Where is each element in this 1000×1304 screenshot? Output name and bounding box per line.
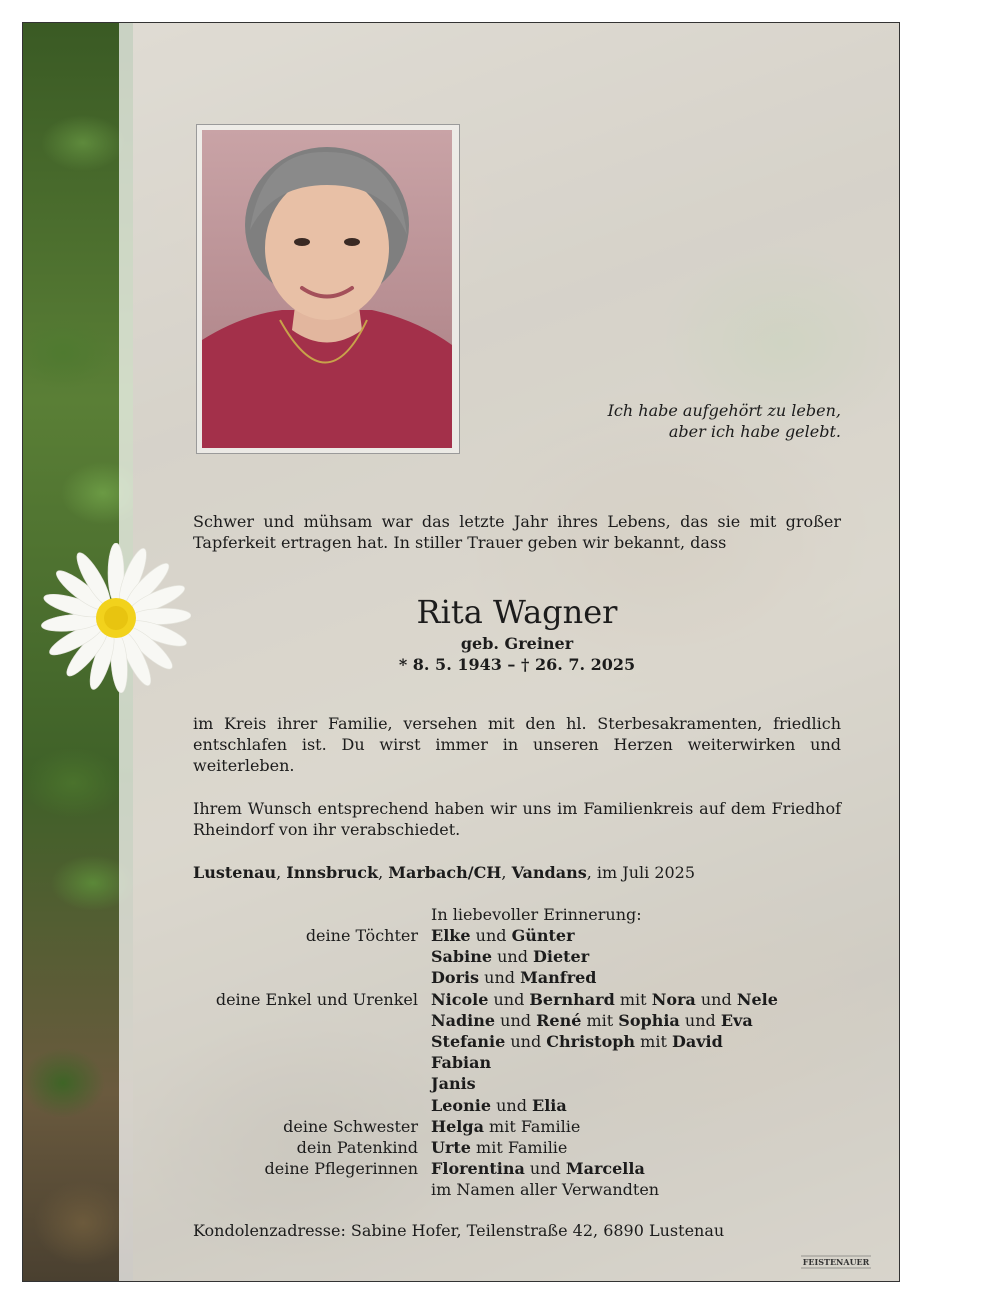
mourner-name: Eva xyxy=(720,1010,753,1030)
place-sep-1: , xyxy=(276,863,287,882)
mourner-connector: mit xyxy=(635,1032,672,1051)
mourner-name: Günter xyxy=(511,926,575,945)
mourner-name: Dieter xyxy=(533,947,590,967)
mourner-names xyxy=(431,1158,871,1179)
life-dates: * 8. 5. 1943 – † 26. 7. 2025 xyxy=(398,655,636,674)
mourner-name: Bernhard xyxy=(529,989,615,1009)
mourner-connector: und xyxy=(505,1032,547,1051)
mourner-name: Florentina xyxy=(431,1159,525,1179)
portrait-photo xyxy=(202,130,452,448)
mourner-connector: und xyxy=(479,968,521,988)
mourner-label: deine Enkel und Urenkel xyxy=(215,989,418,1009)
mourner-name: David xyxy=(671,1032,723,1051)
mourner-name: Stefanie xyxy=(431,1032,506,1051)
mourner-name: Elia xyxy=(532,1095,567,1115)
mourner-name: Leonie xyxy=(431,1095,491,1115)
mourner-names xyxy=(431,989,871,1010)
mourner-connector: mit Familie xyxy=(483,1116,581,1136)
mourner-connector: mit xyxy=(581,1010,619,1030)
mourner-name: Nora xyxy=(651,989,696,1009)
mourner-connector: und xyxy=(524,1159,566,1179)
daisy-flower-image xyxy=(41,543,191,693)
mourner-names xyxy=(431,1179,871,1200)
mourner-names xyxy=(431,1052,871,1073)
mourner-name: Manfred xyxy=(520,968,597,988)
mourner-name: Fabian xyxy=(431,1053,492,1073)
mourner-name: Janis xyxy=(431,1074,476,1094)
mourner-connector: und xyxy=(495,1010,537,1030)
mourner-connector: mit xyxy=(614,989,652,1009)
mourner-name: Elke xyxy=(431,926,471,945)
mourner-name: Urte xyxy=(431,1138,471,1157)
mourner-connector: im Namen aller Verwandten xyxy=(431,1180,660,1200)
mourner-names xyxy=(431,946,871,967)
mourner-label: dein Patenkind xyxy=(296,1138,418,1157)
mourner-names xyxy=(431,1095,871,1116)
mourner-names xyxy=(431,1073,871,1094)
mourner-name: Marcella xyxy=(565,1159,645,1179)
mourner-names xyxy=(431,1031,871,1052)
quote xyxy=(583,400,841,442)
place-1: Lustenau xyxy=(193,863,277,882)
mourners-header: In liebevoller Erinnerung: xyxy=(431,905,642,924)
place-4: Vandans xyxy=(511,863,587,882)
intro-paragraph: Schwer und mühsam war das letzte Jahr ihres Lebens, das sie mit großer Tapferkeit ertragen hat. In stiller Trauer geben wir bekannt, dass xyxy=(193,512,841,552)
mourner-label: deine Pflegerinnen xyxy=(264,1159,418,1179)
mourner-connector: und xyxy=(492,947,534,967)
mourner-connector: und xyxy=(491,1095,533,1115)
logo-text: FEISTENAUER xyxy=(802,1257,870,1267)
place-sep-3: , xyxy=(501,863,512,882)
deceased-name: Rita Wagner xyxy=(416,593,618,631)
places-date-line xyxy=(193,862,841,883)
mourner-label: deine Schwester xyxy=(283,1116,418,1136)
mourner-name: Nicole xyxy=(431,989,489,1009)
mourner-name: Helga xyxy=(431,1116,484,1136)
mourner-name: Nele xyxy=(736,989,778,1009)
mourner-connector: und xyxy=(679,1010,721,1030)
place-sep-2: , xyxy=(378,863,389,882)
place-3: Marbach/CH xyxy=(388,863,502,882)
mourner-name: René xyxy=(536,1010,582,1030)
mourner-name: Sophia xyxy=(618,1010,680,1030)
obituary-card xyxy=(22,22,900,1282)
mourner-connector: mit Familie xyxy=(470,1138,568,1157)
mourner-names xyxy=(431,1116,871,1137)
mourner-names xyxy=(431,1137,871,1158)
place-date: , im Juli 2025 xyxy=(586,863,696,882)
mourner-label: deine Töchter xyxy=(305,926,418,945)
death-paragraph: im Kreis ihrer Familie, versehen mit den hl. Sterbesakramenten, friedlich entschlafen ist. Du wirst immer in unseren Herzen weiterwirken und weiterleben. xyxy=(193,714,841,775)
place-2: Innsbruck xyxy=(286,863,379,882)
mourner-name: Christoph xyxy=(546,1032,636,1051)
farewell-paragraph: Ihrem Wunsch entsprechend haben wir uns im Familienkreis auf dem Friedhof Rheindorf von ihr verabschiedet. xyxy=(193,799,841,839)
mourner-connector: und xyxy=(488,989,530,1009)
quote-line-1: Ich habe aufgehört zu leben, xyxy=(607,401,841,420)
quote-line-2: aber ich habe gelebt. xyxy=(668,422,841,441)
mourner-names xyxy=(431,1010,871,1031)
mourner-name: Sabine xyxy=(431,947,492,967)
mourner-names xyxy=(431,925,871,946)
maiden-name: geb. Greiner xyxy=(460,634,574,653)
mourner-name: Doris xyxy=(431,968,480,988)
mourner-name: Nadine xyxy=(431,1010,496,1030)
mourner-connector: und xyxy=(470,926,512,945)
funeral-home-logo xyxy=(799,1251,873,1271)
mourner-connector: und xyxy=(695,989,737,1009)
condolence-address: Kondolenzadresse: Sabine Hofer, Teilenstraße 42, 6890 Lustenau xyxy=(193,1221,725,1240)
mourner-names xyxy=(431,967,871,988)
